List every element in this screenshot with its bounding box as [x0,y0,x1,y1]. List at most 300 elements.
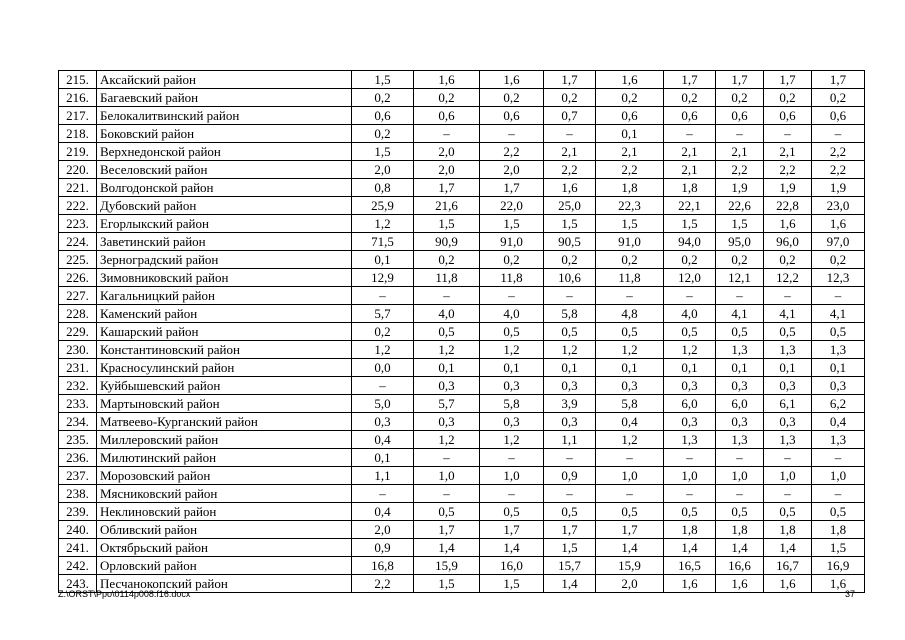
district-name: Матвеево-Курганский район [97,413,352,431]
value-cell: 12,2 [764,269,812,287]
value-cell: 0,5 [596,323,664,341]
value-cell: 22,8 [764,197,812,215]
value-cell: 96,0 [764,233,812,251]
value-cell: 1,5 [544,539,596,557]
value-cell: 0,2 [596,251,664,269]
table-row [59,341,865,359]
value-cell: 0,4 [596,413,664,431]
value-cell: – [480,125,544,143]
row-number: 238. [59,485,97,503]
value-cell: 2,1 [764,143,812,161]
value-cell: 1,7 [480,521,544,539]
value-cell: 1,4 [716,539,764,557]
value-cell: 1,3 [812,341,865,359]
value-cell: 1,7 [664,71,716,89]
district-name: Веселовский район [97,161,352,179]
value-cell: 0,6 [480,107,544,125]
district-name: Заветинский район [97,233,352,251]
value-cell: 11,8 [414,269,480,287]
value-cell: 1,5 [664,215,716,233]
value-cell: 0,5 [664,323,716,341]
value-cell: 2,0 [596,575,664,593]
value-cell: 0,1 [352,251,414,269]
row-number: 240. [59,521,97,539]
value-cell: 90,5 [544,233,596,251]
value-cell: 0,1 [596,125,664,143]
value-cell: 4,1 [764,305,812,323]
value-cell: 1,2 [480,341,544,359]
value-cell: – [596,287,664,305]
value-cell: 0,3 [596,377,664,395]
value-cell: 4,1 [716,305,764,323]
value-cell: 0,3 [664,377,716,395]
value-cell: – [480,485,544,503]
value-cell: – [716,287,764,305]
value-cell: 1,8 [664,521,716,539]
value-cell: – [544,125,596,143]
value-cell: 12,9 [352,269,414,287]
row-number: 232. [59,377,97,395]
value-cell: 1,5 [480,575,544,593]
value-cell: 0,2 [764,251,812,269]
district-name: Морозовский район [97,467,352,485]
value-cell: 2,2 [812,143,865,161]
value-cell: 0,2 [480,251,544,269]
value-cell: 1,6 [596,71,664,89]
district-name: Куйбышевский район [97,377,352,395]
value-cell: 95,0 [716,233,764,251]
value-cell: 2,1 [664,143,716,161]
value-cell: 4,1 [812,305,865,323]
value-cell: 1,5 [480,215,544,233]
value-cell: 0,1 [664,359,716,377]
value-cell: 0,5 [544,323,596,341]
value-cell: 0,2 [352,89,414,107]
table-row [59,431,865,449]
value-cell: 0,2 [352,323,414,341]
table-row [59,251,865,269]
value-cell: 0,3 [716,413,764,431]
value-cell: 0,5 [596,503,664,521]
district-name: Константиновский район [97,341,352,359]
table-row [59,125,865,143]
value-cell: 0,2 [664,89,716,107]
value-cell: 1,3 [812,431,865,449]
value-cell: 4,0 [480,305,544,323]
value-cell: 1,4 [596,539,664,557]
value-cell: 2,2 [596,161,664,179]
district-name: Мартыновский район [97,395,352,413]
value-cell: 2,2 [812,161,865,179]
value-cell: 1,5 [812,539,865,557]
value-cell: 0,5 [414,323,480,341]
value-cell: – [664,485,716,503]
value-cell: – [414,449,480,467]
table-row [59,323,865,341]
row-number: 242. [59,557,97,575]
value-cell: – [716,485,764,503]
table-row [59,197,865,215]
value-cell: 1,5 [352,143,414,161]
row-number: 230. [59,341,97,359]
row-number: 227. [59,287,97,305]
value-cell: 5,7 [414,395,480,413]
value-cell: 1,7 [596,521,664,539]
value-cell: – [812,125,865,143]
table-row [59,503,865,521]
value-cell: 0,8 [352,179,414,197]
district-name: Каменский район [97,305,352,323]
table-body [59,71,865,593]
value-cell: 2,0 [352,161,414,179]
value-cell: 1,6 [544,179,596,197]
value-cell: 16,6 [716,557,764,575]
value-cell: 5,8 [544,305,596,323]
value-cell: 0,2 [716,251,764,269]
value-cell: 4,0 [664,305,716,323]
table-row [59,395,865,413]
value-cell: 2,0 [414,161,480,179]
value-cell: – [544,485,596,503]
value-cell: 1,6 [716,575,764,593]
value-cell: 22,1 [664,197,716,215]
value-cell: 1,9 [716,179,764,197]
value-cell: – [764,485,812,503]
value-cell: 0,5 [480,323,544,341]
value-cell: – [414,287,480,305]
value-cell: 90,9 [414,233,480,251]
value-cell: 1,7 [544,521,596,539]
value-cell: 1,3 [764,431,812,449]
value-cell: 0,1 [596,359,664,377]
value-cell: 1,3 [716,431,764,449]
value-cell: 1,2 [596,431,664,449]
value-cell: 1,5 [544,215,596,233]
value-cell: 23,0 [812,197,865,215]
district-name: Мясниковский район [97,485,352,503]
value-cell: 25,0 [544,197,596,215]
value-cell: 5,7 [352,305,414,323]
value-cell: 1,4 [544,575,596,593]
value-cell: 6,0 [664,395,716,413]
row-number: 224. [59,233,97,251]
value-cell: 1,5 [596,215,664,233]
table-row [59,449,865,467]
value-cell: 1,8 [716,521,764,539]
row-number: 239. [59,503,97,521]
value-cell: 1,6 [480,71,544,89]
district-name: Егорлыкский район [97,215,352,233]
value-cell: 0,5 [812,323,865,341]
table-row [59,521,865,539]
value-cell: 91,0 [480,233,544,251]
row-number: 229. [59,323,97,341]
value-cell: 1,7 [544,71,596,89]
value-cell: 1,3 [716,341,764,359]
value-cell: 0,9 [544,467,596,485]
row-number: 220. [59,161,97,179]
value-cell: 21,6 [414,197,480,215]
value-cell: 1,2 [596,341,664,359]
value-cell: 0,5 [664,503,716,521]
value-cell: 0,5 [812,503,865,521]
row-number: 222. [59,197,97,215]
value-cell: – [664,449,716,467]
value-cell: 1,7 [480,179,544,197]
value-cell: – [352,377,414,395]
value-cell: – [716,125,764,143]
value-cell: 2,0 [480,161,544,179]
value-cell: 1,5 [716,215,764,233]
value-cell: 1,2 [352,341,414,359]
value-cell: 2,2 [544,161,596,179]
table-row [59,107,865,125]
value-cell: 0,2 [764,89,812,107]
value-cell: 0,5 [764,323,812,341]
value-cell: 1,2 [480,431,544,449]
value-cell: 0,9 [352,539,414,557]
row-number: 237. [59,467,97,485]
value-cell: 1,2 [664,341,716,359]
value-cell: 1,6 [764,215,812,233]
value-cell: 0,3 [764,377,812,395]
value-cell: – [764,125,812,143]
value-cell: 2,0 [352,521,414,539]
value-cell: 0,5 [414,503,480,521]
value-cell: 0,4 [812,413,865,431]
value-cell: 0,3 [716,377,764,395]
value-cell: 1,7 [716,71,764,89]
value-cell: – [812,449,865,467]
value-cell: 11,8 [596,269,664,287]
value-cell: 0,6 [596,107,664,125]
district-name: Зерноградский район [97,251,352,269]
table-row [59,233,865,251]
value-cell: 1,0 [480,467,544,485]
value-cell: 22,6 [716,197,764,215]
value-cell: 0,2 [596,89,664,107]
district-name: Волгодонской район [97,179,352,197]
value-cell: 6,2 [812,395,865,413]
value-cell: 0,5 [716,503,764,521]
value-cell: 0,6 [716,107,764,125]
table-row [59,485,865,503]
value-cell: 91,0 [596,233,664,251]
value-cell: 0,3 [764,413,812,431]
value-cell: 0,1 [414,359,480,377]
value-cell: 1,7 [414,521,480,539]
value-cell: – [764,449,812,467]
row-number: 223. [59,215,97,233]
value-cell: – [812,485,865,503]
value-cell: 11,8 [480,269,544,287]
value-cell: – [664,125,716,143]
value-cell: 1,4 [480,539,544,557]
value-cell: 1,1 [352,467,414,485]
value-cell: 0,1 [352,449,414,467]
district-name: Белокалитвинский район [97,107,352,125]
value-cell: – [480,449,544,467]
value-cell: 0,2 [544,89,596,107]
value-cell: 1,6 [414,71,480,89]
data-table [58,70,865,593]
value-cell: 2,1 [716,143,764,161]
page-number: 37 [845,589,856,599]
value-cell: – [480,287,544,305]
value-cell: 0,5 [716,323,764,341]
value-cell: 0,3 [812,377,865,395]
value-cell: 15,7 [544,557,596,575]
row-number: 226. [59,269,97,287]
row-number: 221. [59,179,97,197]
value-cell: 0,3 [544,377,596,395]
value-cell: 0,2 [414,89,480,107]
value-cell: 0,3 [414,413,480,431]
value-cell: 0,7 [544,107,596,125]
value-cell: 0,2 [716,89,764,107]
value-cell: 2,1 [544,143,596,161]
table-row [59,89,865,107]
value-cell: 0,2 [544,251,596,269]
row-number: 215. [59,71,97,89]
table-row [59,71,865,89]
table-row [59,467,865,485]
value-cell: 15,9 [414,557,480,575]
value-cell: 0,5 [764,503,812,521]
district-name: Боковский район [97,125,352,143]
value-cell: 1,0 [414,467,480,485]
value-cell: 1,2 [352,215,414,233]
district-name: Аксайский район [97,71,352,89]
value-cell: 2,2 [480,143,544,161]
row-number: 243. [59,575,97,593]
value-cell: 0,1 [812,359,865,377]
value-cell: 3,9 [544,395,596,413]
value-cell: 1,0 [596,467,664,485]
row-number: 216. [59,89,97,107]
table-row [59,539,865,557]
district-name: Орловский район [97,557,352,575]
value-cell: 94,0 [664,233,716,251]
value-cell: 1,0 [812,467,865,485]
value-cell: 0,3 [480,377,544,395]
table-row [59,215,865,233]
district-name: Багаевский район [97,89,352,107]
value-cell: 1,8 [812,521,865,539]
district-name: Красносулинский район [97,359,352,377]
district-name: Милютинский район [97,449,352,467]
value-cell: 0,0 [352,359,414,377]
value-cell: – [716,449,764,467]
district-name: Кашарский район [97,323,352,341]
table-row [59,287,865,305]
value-cell: 1,4 [764,539,812,557]
value-cell: – [352,287,414,305]
value-cell: 1,7 [764,71,812,89]
district-name: Кагальницкий район [97,287,352,305]
value-cell: 0,6 [664,107,716,125]
value-cell: 0,3 [414,377,480,395]
value-cell: 0,6 [414,107,480,125]
table-row [59,161,865,179]
value-cell: 0,3 [352,413,414,431]
value-cell: 15,9 [596,557,664,575]
value-cell: 0,1 [544,359,596,377]
value-cell: 0,2 [664,251,716,269]
row-number: 217. [59,107,97,125]
row-number: 236. [59,449,97,467]
value-cell: 0,4 [352,503,414,521]
value-cell: 5,0 [352,395,414,413]
table-row [59,179,865,197]
value-cell: 22,3 [596,197,664,215]
value-cell: 0,6 [764,107,812,125]
value-cell: – [664,287,716,305]
district-name: Обливский район [97,521,352,539]
value-cell: 1,5 [352,71,414,89]
table-row [59,305,865,323]
value-cell: – [596,449,664,467]
value-cell: 0,6 [812,107,865,125]
value-cell: 1,8 [764,521,812,539]
value-cell: 0,4 [352,431,414,449]
row-number: 234. [59,413,97,431]
value-cell: – [352,485,414,503]
value-cell: 1,0 [764,467,812,485]
value-cell: 1,2 [414,431,480,449]
district-name: Миллеровский район [97,431,352,449]
row-number: 228. [59,305,97,323]
value-cell: 0,1 [716,359,764,377]
value-cell: 0,3 [544,413,596,431]
value-cell: 1,0 [664,467,716,485]
value-cell: 10,6 [544,269,596,287]
value-cell: 1,0 [716,467,764,485]
value-cell: 16,9 [812,557,865,575]
value-cell: 1,7 [812,71,865,89]
value-cell: 0,5 [480,503,544,521]
value-cell: 22,0 [480,197,544,215]
value-cell: 5,8 [596,395,664,413]
value-cell: 1,5 [414,575,480,593]
value-cell: 16,5 [664,557,716,575]
row-number: 225. [59,251,97,269]
row-number: 233. [59,395,97,413]
value-cell: 0,2 [812,251,865,269]
value-cell: 1,6 [664,575,716,593]
value-cell: 1,9 [764,179,812,197]
value-cell: – [544,287,596,305]
value-cell: 1,1 [544,431,596,449]
value-cell: 71,5 [352,233,414,251]
value-cell: 25,9 [352,197,414,215]
value-cell: 1,2 [544,341,596,359]
value-cell: – [414,485,480,503]
value-cell: 0,1 [480,359,544,377]
table-row [59,377,865,395]
table-row [59,143,865,161]
value-cell: 0,2 [480,89,544,107]
value-cell: 0,3 [480,413,544,431]
value-cell: 2,0 [414,143,480,161]
value-cell: 1,9 [812,179,865,197]
value-cell: 0,3 [664,413,716,431]
table-row [59,557,865,575]
footer-file-path: Z:\ORST\Ppo\0114p008.f16.docx [58,589,191,599]
district-name: Октябрьский район [97,539,352,557]
value-cell: 2,2 [352,575,414,593]
row-number: 218. [59,125,97,143]
